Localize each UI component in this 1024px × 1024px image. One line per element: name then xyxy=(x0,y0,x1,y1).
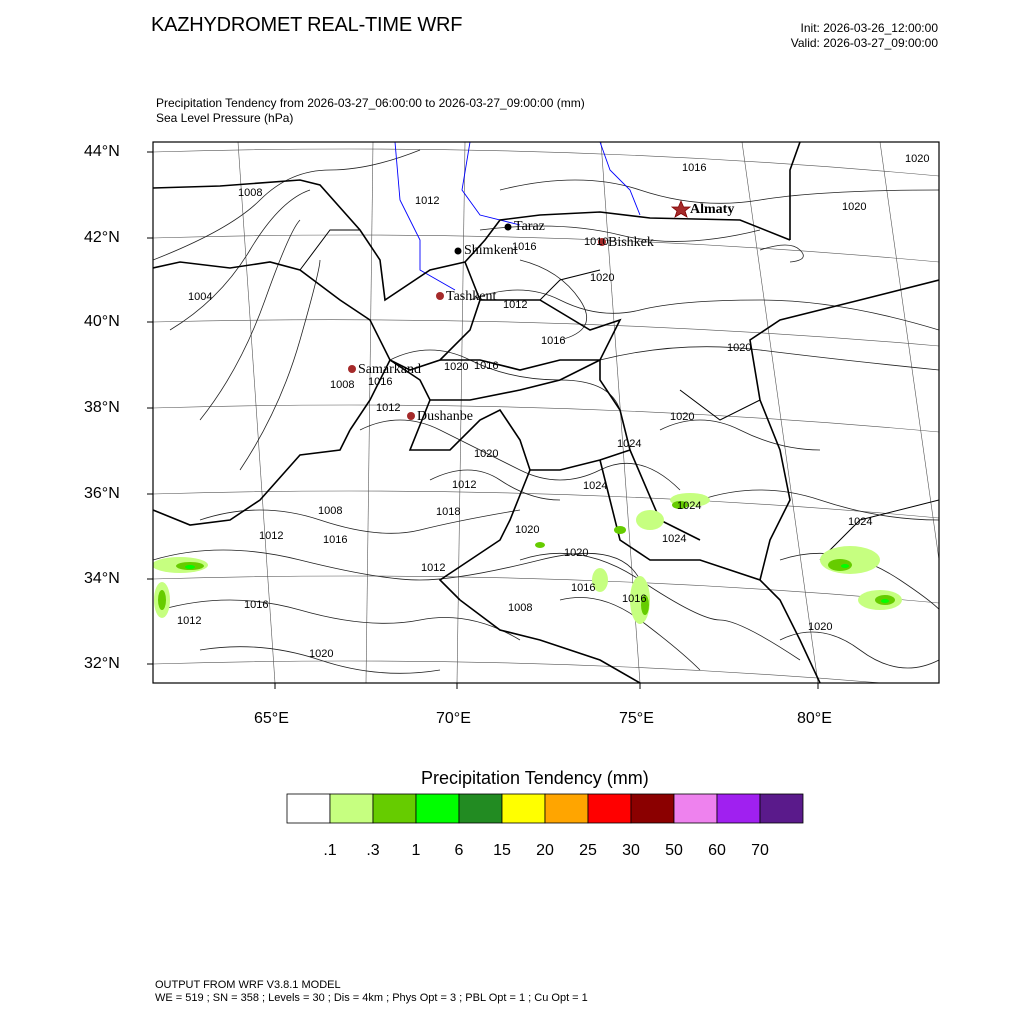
colorbar-label: 25 xyxy=(579,842,597,859)
lon-label: 80°E xyxy=(797,710,832,727)
colorbar-swatch xyxy=(588,794,631,823)
isobar-label: 1020 xyxy=(842,201,867,213)
colorbar-swatch xyxy=(373,794,416,823)
isobar-label: 1016 xyxy=(368,376,393,388)
isobar-label: 1020 xyxy=(670,411,695,423)
colorbar-swatch xyxy=(502,794,545,823)
lat-label: 34°N xyxy=(84,570,120,587)
city-label-samarkand: Samarkand xyxy=(358,362,421,377)
isobar-label: 1020 xyxy=(727,342,752,354)
isobar-label: 1016 xyxy=(474,360,499,372)
lon-label: 70°E xyxy=(436,710,471,727)
chart-title: KAZHYDROMET REAL-TIME WRF xyxy=(151,14,463,36)
isobar-label: 1020 xyxy=(444,361,469,373)
graticule xyxy=(153,142,939,688)
tashkent-marker xyxy=(436,292,444,300)
isobar-label: 1016 xyxy=(244,599,269,611)
colorbar-swatch xyxy=(459,794,502,823)
init-time: Init: 2026-03-26_12:00:00 xyxy=(800,21,938,35)
rivers xyxy=(395,142,640,290)
isobar-label: 1020 xyxy=(309,648,334,660)
colorbar-swatch xyxy=(631,794,674,823)
city-label-dushanbe: Dushanbe xyxy=(417,409,473,424)
lat-label: 32°N xyxy=(84,655,120,672)
isobar-label: 1020 xyxy=(905,153,930,165)
colorbar-swatch xyxy=(717,794,760,823)
country-borders xyxy=(153,142,939,683)
isobar-label: 1012 xyxy=(415,195,440,207)
colorbar-label: 30 xyxy=(622,842,640,859)
isobar-label: 1012 xyxy=(376,402,401,414)
colorbar-label: 70 xyxy=(751,842,769,859)
isobar-label: 1024 xyxy=(677,500,702,512)
colorbar-swatch xyxy=(287,794,330,823)
colorbar-label: 1 xyxy=(411,842,421,859)
isobars xyxy=(153,150,944,673)
colorbar-swatch xyxy=(545,794,588,823)
isobar-label: 1020 xyxy=(808,621,833,633)
city-label-tashkent: Tashkent xyxy=(446,289,497,304)
dushanbe-marker xyxy=(407,412,415,420)
colorbar-label: 6 xyxy=(454,842,464,859)
isobar-label: 1012 xyxy=(259,530,284,542)
colorbar-label: 50 xyxy=(665,842,683,859)
isobar-label: 1012 xyxy=(503,299,528,311)
isobar-label: 1016 xyxy=(512,241,537,253)
lon-label: 65°E xyxy=(254,710,289,727)
isobar-label: 1018 xyxy=(436,506,461,518)
taraz-marker xyxy=(505,224,512,231)
valid-time: Valid: 2026-03-27_09:00:00 xyxy=(790,36,938,50)
isobar-label: 1010 xyxy=(584,236,609,248)
isobar-label: 1020 xyxy=(474,448,499,460)
almaty-marker xyxy=(672,201,690,217)
isobar-label: 1024 xyxy=(848,516,873,528)
map-content xyxy=(152,142,944,688)
isobar-label: 1012 xyxy=(421,562,446,574)
city-label-shimkent: Shimkent xyxy=(464,243,518,258)
isobar-label: 1008 xyxy=(330,379,355,391)
city-label-almaty: Almaty xyxy=(690,202,735,217)
isobar-label: 1024 xyxy=(583,480,608,492)
footer-model: OUTPUT FROM WRF V3.8.1 MODEL xyxy=(155,979,341,991)
colorbar xyxy=(286,793,806,824)
city-label-taraz: Taraz xyxy=(514,219,545,234)
lon-label: 75°E xyxy=(619,710,654,727)
isobar-label: 1004 xyxy=(188,291,213,303)
colorbar-swatch xyxy=(330,794,373,823)
precip-description: Precipitation Tendency from 2026-03-27_06:00:00 to 2026-03-27_09:00:00 (mm) xyxy=(156,96,585,110)
isobar-label: 1012 xyxy=(177,615,202,627)
lat-label: 40°N xyxy=(84,313,120,330)
isobar-label: 1024 xyxy=(662,533,687,545)
shimkent-marker xyxy=(455,248,462,255)
colorbar-swatch xyxy=(416,794,459,823)
isobar-label: 1016 xyxy=(323,534,348,546)
isobar-label: 1008 xyxy=(238,187,263,199)
colorbar-label: 20 xyxy=(536,842,554,859)
isobar-label: 1008 xyxy=(318,505,343,517)
lat-label: 42°N xyxy=(84,229,120,246)
slp-description: Sea Level Pressure (hPa) xyxy=(156,111,294,125)
isobar-label: 1024 xyxy=(617,438,642,450)
isobar-label: 1016 xyxy=(541,335,566,347)
isobar-label: 1020 xyxy=(515,524,540,536)
isobar-label: 1016 xyxy=(622,593,647,605)
colorbar-title: Precipitation Tendency (mm) xyxy=(421,768,649,788)
lat-label: 36°N xyxy=(84,485,120,502)
colorbar-swatch xyxy=(674,794,717,823)
lat-label: 38°N xyxy=(84,399,120,416)
city-label-bishkek: Bishkek xyxy=(608,235,654,250)
model-footer xyxy=(155,979,588,1005)
isobar-label: 1020 xyxy=(590,272,615,284)
footer-config: WE = 519 ; SN = 358 ; Levels = 30 ; Dis = 4km ; Phys Opt = 3 ; PBL Opt = 1 ; Cu Opt = 1 xyxy=(155,992,588,1004)
lat-label: 44°N xyxy=(84,143,120,160)
colorbar-label: .1 xyxy=(323,842,337,859)
map-frame xyxy=(153,142,939,683)
isobar-label: 1008 xyxy=(508,602,533,614)
isobar-label: 1020 xyxy=(564,547,589,559)
colorbar-swatch xyxy=(760,794,803,823)
colorbar-label: 15 xyxy=(493,842,511,859)
samarkand-marker xyxy=(348,365,356,373)
isobar-label: 1012 xyxy=(452,479,477,491)
colorbar-label: 60 xyxy=(708,842,726,859)
colorbar-label: .3 xyxy=(366,842,380,859)
isobar-label: 1016 xyxy=(682,162,707,174)
isobar-label: 1016 xyxy=(571,582,596,594)
